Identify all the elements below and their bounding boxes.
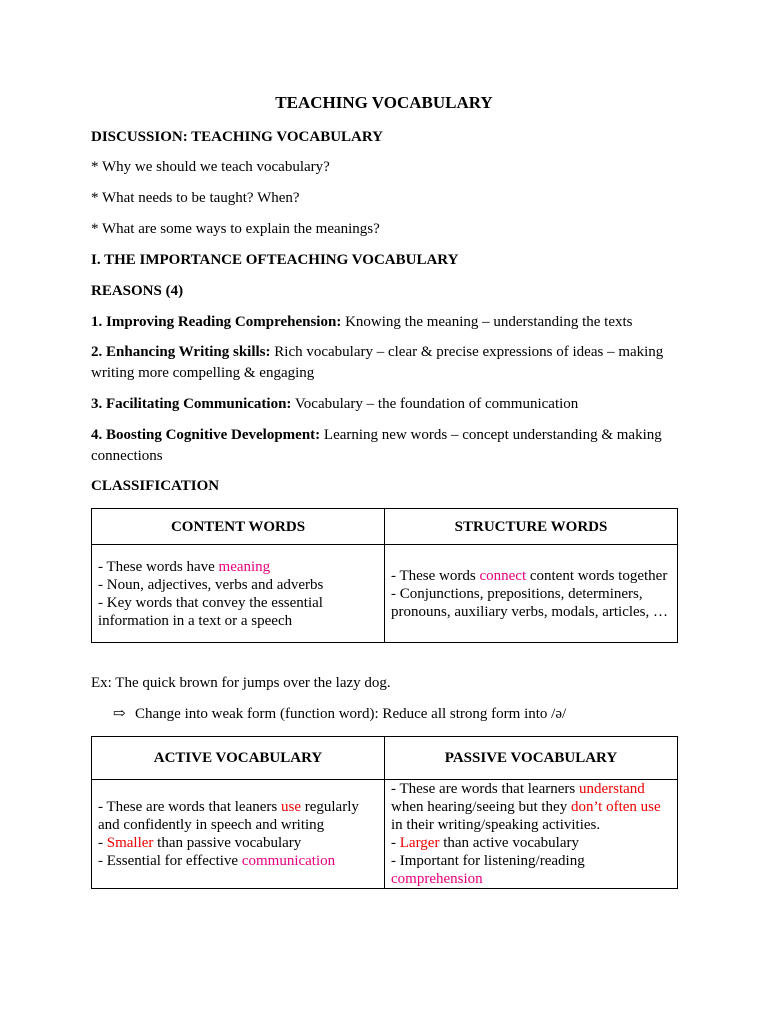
discussion-heading: DISCUSSION: TEACHING VOCABULARY	[91, 129, 384, 145]
reason-item-1	[91, 312, 677, 333]
structure-line-1: - These words connect content words together	[391, 567, 668, 584]
highlight-smaller: Smaller	[106, 835, 154, 851]
reason-text: Knowing the meaning – understanding the texts	[341, 314, 633, 330]
table-header-content-words: CONTENT WORDS	[92, 509, 385, 545]
reason-text: Rich vocabulary – clear & precise expressions of ideas – making writing more compelling & engaging	[91, 344, 664, 381]
structure-words-cell	[385, 545, 678, 643]
highlight-dont-often-use: don’t often use	[570, 799, 661, 815]
active-vocabulary-cell	[92, 780, 385, 889]
arrow-note	[113, 704, 566, 724]
reason-label: 1. Improving Reading Comprehension:	[91, 314, 342, 330]
discussion-question-2: * What needs to be taught? When?	[91, 190, 300, 206]
table-header-passive-vocabulary: PASSIVE VOCABULARY	[385, 737, 678, 780]
arrow-note-text: Change into weak form (function word): Reduce all strong form into /ə/	[135, 706, 567, 722]
content-line-3: - Key words that convey the essential information in a text or a speech	[98, 594, 323, 629]
active-line-2: - Smaller than passive vocabulary	[98, 835, 302, 851]
highlight-understand: understand	[578, 781, 645, 797]
passive-line-1: - These are words that learners understand when hearing/seeing but they don’t often use in their writing/speaking activities.	[391, 781, 661, 833]
reason-label: 4. Boosting Cognitive Development:	[91, 427, 321, 443]
page-title: TEACHING VOCABULARY	[275, 93, 493, 112]
highlight-connect: connect	[479, 567, 527, 584]
reason-item-4	[91, 425, 677, 466]
reason-item-2	[91, 342, 677, 383]
arrow-right-icon: ⇨	[113, 706, 126, 722]
active-line-1: - These are words that leaners use regularly and confidently in speech and writing	[98, 799, 359, 833]
highlight-comprehension: comprehension	[391, 871, 483, 887]
discussion-question-1: * Why we should we teach vocabulary?	[91, 159, 330, 175]
content-words-cell	[92, 545, 385, 643]
example-sentence: Ex: The quick brown for jumps over the lazy dog.	[91, 675, 391, 691]
discussion-question-3: * What are some ways to explain the meanings?	[91, 221, 380, 237]
passive-line-3: - Important for listening/reading comprehension	[391, 853, 585, 887]
highlight-meaning: meaning	[218, 558, 271, 575]
reason-label: 3. Facilitating Communication:	[91, 396, 292, 412]
passive-vocabulary-cell	[385, 780, 678, 889]
table-header-active-vocabulary: ACTIVE VOCABULARY	[92, 737, 385, 780]
reason-item-3	[91, 394, 677, 415]
reason-text: Learning new words – concept understanding & making connections	[91, 427, 662, 464]
table-header-structure-words: STRUCTURE WORDS	[385, 509, 678, 545]
highlight-larger: Larger	[399, 835, 440, 851]
reason-label: 2. Enhancing Writing skills:	[91, 344, 271, 360]
content-line-2: - Noun, adjectives, verbs and adverbs	[98, 576, 324, 593]
reasons-heading: REASONS (4)	[91, 283, 184, 299]
content-line-1: - These words have meaning	[98, 558, 271, 575]
structure-line-2: - Conjunctions, prepositions, determiners, pronouns, auxiliary verbs, modals, articles, …	[391, 585, 669, 620]
section-heading-importance: I. THE IMPORTANCE OFTEACHING VOCABULARY	[91, 252, 459, 268]
active-passive-table	[91, 736, 678, 889]
passive-line-2: - Larger than active vocabulary	[391, 835, 579, 851]
highlight-communication: communication	[241, 853, 336, 869]
content-structure-table	[91, 508, 678, 643]
classification-heading: CLASSIFICATION	[91, 478, 220, 494]
active-line-3: - Essential for effective communication	[98, 853, 336, 869]
highlight-use: use	[280, 799, 301, 815]
reason-text: Vocabulary – the foundation of communication	[291, 396, 579, 412]
